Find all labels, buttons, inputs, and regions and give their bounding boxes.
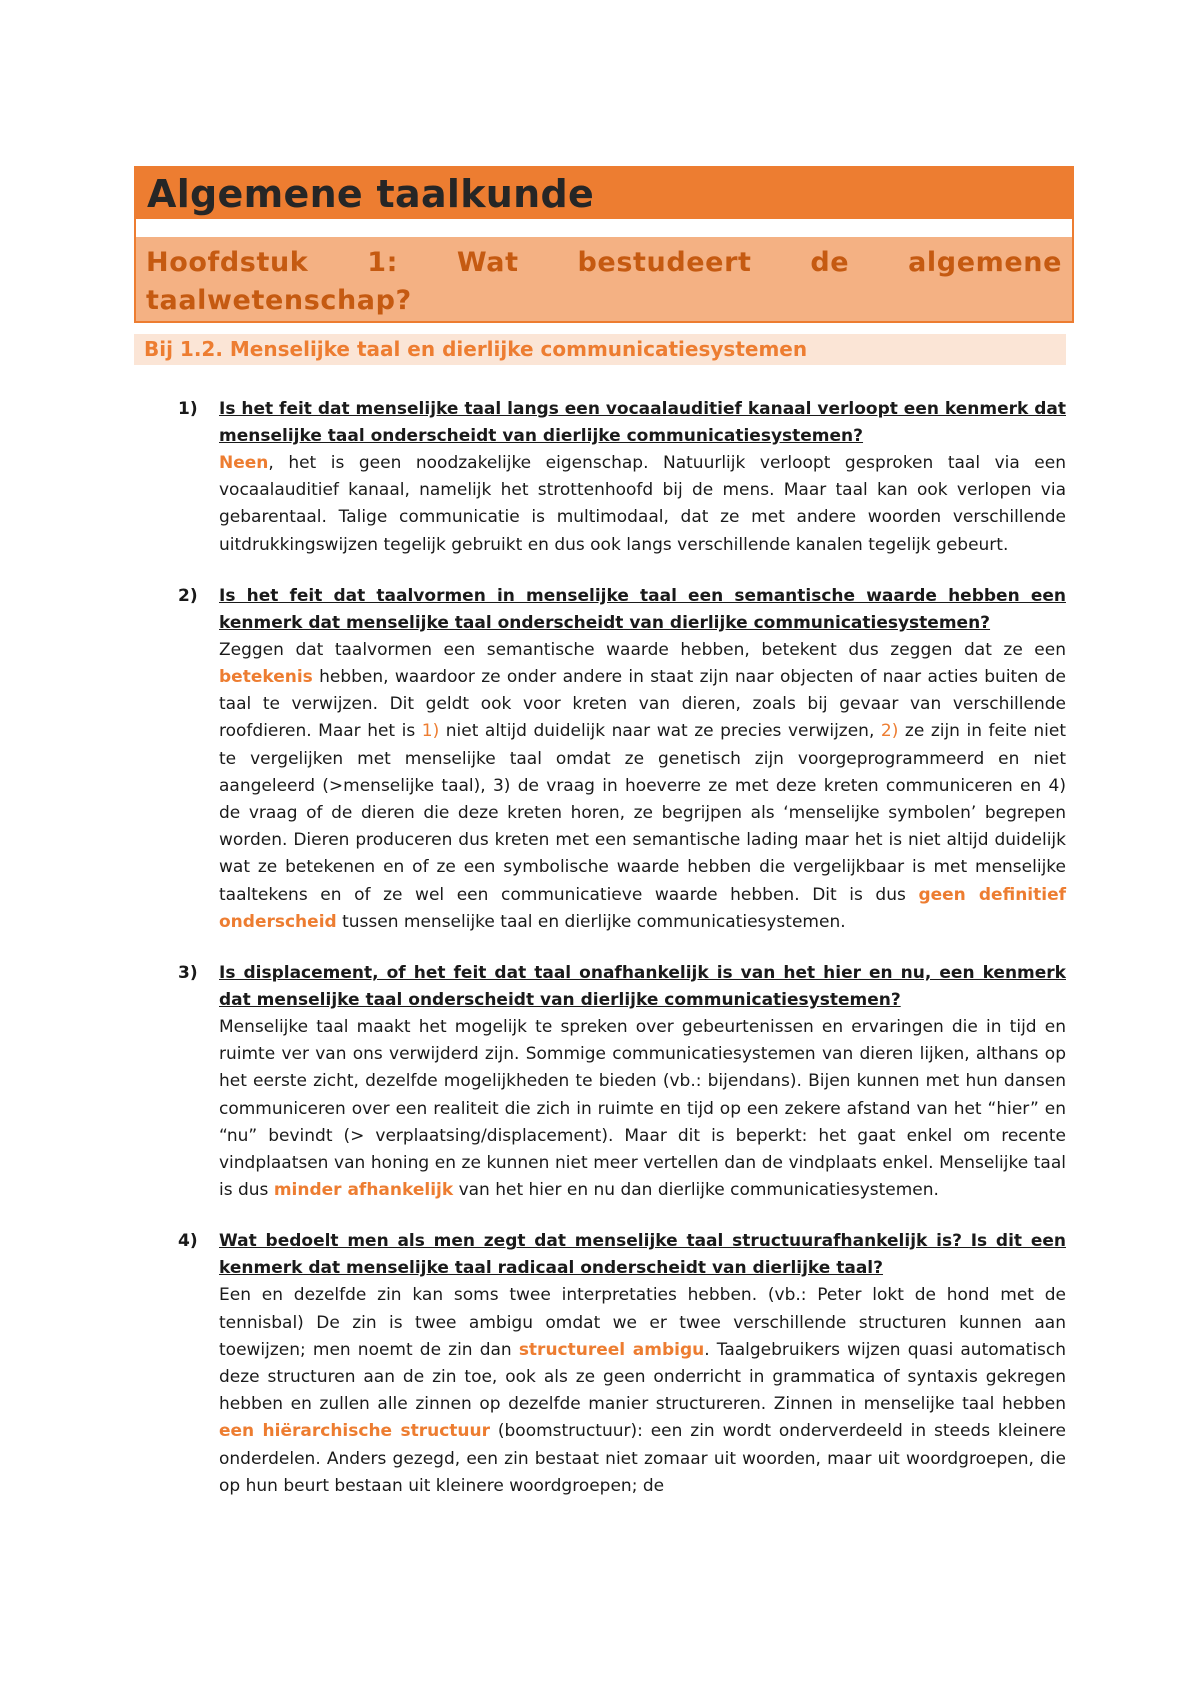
answer-text bbox=[219, 1282, 1066, 1500]
answer-segment: Menselijke taal maakt het mogelijk te spreken over gebeurtenissen en ervaringen die in tijd en ruimte ver van ons verwijderd zijn. Sommige communicatiesystemen van dieren lijken, althans op het eerste zicht, dezelfde mogelijkheden te bieden (vb.: bijendans). Bijen kunnen met hun dansen communiceren over een realiteit die zich in ruimte en tijd op een zekere afstand van het “hier” en “nu” bevindt (> verplaatsing/displacement). Maar dit is beperkt: het gaat enkel om recente vindplaatsen van honing en ze kunnen niet meer vertellen dan de vindplaats enkel. Menselijke taal is dus bbox=[219, 1017, 1066, 1201]
section-bar bbox=[134, 334, 1066, 365]
answer-segment: . Taalgebruikers wijzen quasi automatisch deze structuren aan de zin toe, ook als ze geen onderricht in grammatica of syntaxis gekregen hebben en zullen alle zinnen op dezelfde manier structureren. Zinnen in menselijke taal hebben bbox=[219, 1339, 1066, 1415]
chapter-bar bbox=[136, 237, 1072, 321]
question-number: 1) bbox=[178, 399, 198, 419]
answer-segment: niet altijd duidelijk naar wat ze precies verwijzen, bbox=[439, 721, 881, 742]
answer-segment: ze zijn in feite niet te vergelijken met menselijke taal omdat ze genetisch zijn voorgeprogrammeerd en niet aangeleerd (>menselijke taal), 3) de vraag in hoeverre ze met deze kreten communiceren en 4) de vraag of de dieren die deze kreten horen, ze begrijpen als ‘menselijke symbolen’ begrepen worden. Dieren produceren dus kreten met een semantische lading maar het is niet altijd duidelijk wat ze betekenen en of ze een symbolische waarde hebben die vergelijkbaar is met menselijke taaltekens en of ze wel een communicatieve waarde hebben. Dit is dus bbox=[219, 721, 1066, 905]
answer-segment: hebben, waardoor ze onder andere in staat zijn naar objecten of naar acties buiten de taal te verwijzen. Dit geldt ook voor kreten van dieren, zoals bij gevaar van verschillende roofdieren. Maar het is bbox=[219, 667, 1066, 742]
answer-highlight: minder afhankelijk bbox=[273, 1180, 454, 1201]
question-item-4 bbox=[178, 1228, 1066, 1500]
question-list bbox=[178, 396, 1066, 1524]
answer-segment: Een en dezelfde zin kan soms twee interpretaties hebben. (vb.: Peter lokt de hond met de tennisbal) De zin is twee ambigu omdat we er twee verschillende structuren kunnen aan toewijzen; men noemt de zin dan bbox=[219, 1285, 1066, 1360]
answer-highlight: structureel ambigu bbox=[518, 1339, 705, 1360]
question-text: Wat bedoelt men als men zegt dat menselijke taal structuurafhankelijk is? Is dit een kenmerk dat menselijke taal radicaal onderscheidt van dierlijke taal? bbox=[219, 1231, 1066, 1279]
header-block bbox=[134, 166, 1074, 323]
answer-segment: Zeggen dat taalvormen een semantische waarde hebben, betekent dus zeggen dat ze een bbox=[219, 639, 1066, 660]
question-number: 4) bbox=[178, 1231, 198, 1252]
answer-text bbox=[219, 1014, 1066, 1204]
answer-highlight: geen definitief onderscheid bbox=[219, 884, 1066, 932]
title-bar bbox=[136, 168, 1072, 219]
question-item-3 bbox=[178, 960, 1066, 1204]
question-text: Is het feit dat taalvormen in menselijke taal een semantische waarde hebben een kenmerk dat menselijke taal onderscheidt van dierlijke communicatiesystemen? bbox=[219, 585, 1066, 633]
answer-number-marker: 1) bbox=[421, 721, 440, 742]
answer-segment: tussen menselijke taal en dierlijke communicatiesystemen. bbox=[336, 911, 846, 932]
answer-highlight: een hiërarchische structuur bbox=[219, 1421, 490, 1442]
question-text: Is het feit dat menselijke taal langs een vocaalauditief kanaal verloopt een kenmerk dat menselijke taal onderscheidt van dierlijke communicatiesystemen? bbox=[219, 399, 1066, 446]
chapter-heading: Hoofdstuk 1: Wat bestudeert de algemene taalwetenschap? bbox=[146, 247, 1062, 316]
answer-segment: van het hier en nu dan dierlijke communicatiesystemen. bbox=[453, 1180, 939, 1201]
section-heading: Bij 1.2. Menselijke taal en dierlijke communicatiesystemen bbox=[144, 337, 808, 361]
answer-highlight: Neen bbox=[219, 453, 269, 473]
question-item-2 bbox=[178, 583, 1066, 936]
question-text: Is displacement, of het feit dat taal onafhankelijk is van het hier en nu, een kenmerk dat menselijke taal onderscheidt van dierlijke communicatiesystemen? bbox=[219, 963, 1066, 1011]
answer-text bbox=[219, 450, 1066, 559]
question-number: 3) bbox=[178, 963, 198, 984]
question-number: 2) bbox=[178, 585, 198, 606]
answer-highlight: betekenis bbox=[219, 667, 313, 688]
question-item-1 bbox=[178, 396, 1066, 559]
answer-segment: , het is geen noodzakelijke eigenschap. Natuurlijk verloopt gesproken taal via een vocaalauditief kanaal, namelijk het strottenhoofd bij de mens. Maar taal kan ook verlopen via gebarentaal. Talige communicatie is multimodaal, dat ze met andere woorden verschillende uitdrukkingswijzen tegelijk gebruikt en dus ook langs verschillende kanalen tegelijk gebeurt. bbox=[219, 453, 1066, 555]
answer-number-marker: 2) bbox=[880, 721, 899, 742]
answer-segment: (boomstructuur): een zin wordt onderverdeeld in steeds kleinere onderdelen. Anders gezegd, een zin bestaat niet zomaar uit woorden, maar uit woordgroepen, die op hun beurt bestaan uit kleinere woordgroepen; de bbox=[219, 1421, 1066, 1496]
answer-text bbox=[219, 637, 1066, 936]
document-title: Algemene taalkunde bbox=[147, 172, 595, 216]
